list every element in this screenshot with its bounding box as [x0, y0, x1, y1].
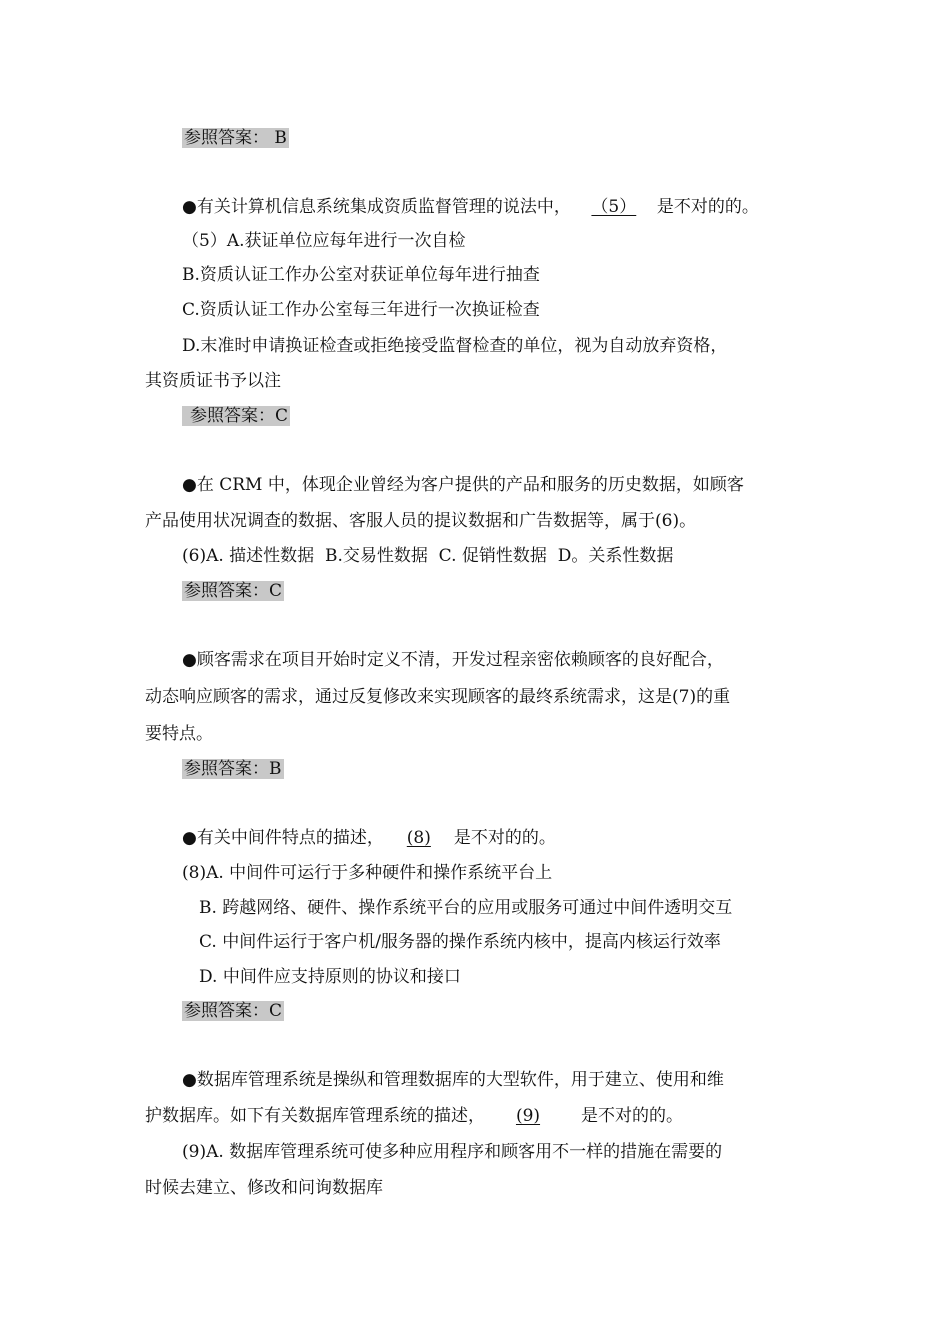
- question-6-options: (6)A. 描述性数据 B.交易性数据 C. 促销性数据 D。关系性数据: [182, 546, 674, 566]
- question-5-option-d-cont: 其资质证书予以注: [145, 371, 281, 391]
- question-5-option-b: B.资质认证工作办公室对获证单位每年进行抽查: [182, 265, 540, 285]
- question-8-option-b: B. 跨越网络、硬件、操作系统平台的应用或服务可通过中间件透明交互: [199, 898, 733, 918]
- question-6-stem-line1: ●在 CRM 中，体现企业曾经为客户提供的产品和服务的历史数据，如顾客: [182, 475, 744, 495]
- answer-q6: [182, 579, 284, 603]
- answer-blank: (9): [515, 1106, 541, 1126]
- question-5-option-c: C.资质认证工作办公室每三年进行一次换证检查: [182, 300, 540, 320]
- question-9-option-a-cont: 时候去建立、修改和问询数据库: [145, 1178, 383, 1198]
- question-8-option-a: (8)A. 中间件可运行于多种硬件和操作系统平台上: [182, 863, 553, 883]
- answer-q4: [182, 126, 289, 150]
- stem-text: 是不对的的。: [453, 828, 556, 848]
- question-9-stem-line1: ●数据库管理系统是操纵和管理数据库的大型软件，用于建立、使用和维: [182, 1070, 724, 1090]
- answer-label: 参照答案：C: [184, 581, 283, 601]
- question-9-stem-line2: [145, 1104, 683, 1128]
- question-5-option-d: D.末准时申请换证检查或拒绝接受监督检查的单位，视为自动放弃资格，: [182, 336, 728, 356]
- stem-text: ●有关中间件特点的描述，: [182, 828, 384, 848]
- question-7-stem-line3: 要特点。: [145, 724, 213, 744]
- question-7-stem-line1: ●顾客需求在项目开始时定义不清，开发过程亲密依赖顾客的良好配合，: [182, 650, 724, 670]
- question-7-stem-line2: 动态响应顾客的需求，通过反复修改来实现顾客的最终系统需求，这是(7)的重: [145, 687, 731, 707]
- question-8-option-d: D. 中间件应支持原则的协议和接口: [199, 967, 461, 987]
- answer-label: 参照答案：C: [184, 1001, 283, 1021]
- stem-text: 护数据库。如下有关数据库管理系统的描述，: [145, 1106, 485, 1126]
- question-6-stem-line2: 产品使用状况调查的数据、客服人员的提议数据和广告数据等，属于(6)。: [145, 511, 697, 531]
- stem-text: 是不对的的。: [581, 1106, 683, 1126]
- answer-q8: [182, 999, 284, 1023]
- question-8-stem: [182, 826, 556, 850]
- answer-label: 参照答案：C: [182, 406, 290, 426]
- stem-text: ●有关计算机信息系统集成资质监督管理的说法中，: [182, 197, 571, 217]
- question-5-option-a: （5）A.获证单位应每年进行一次自检: [182, 231, 466, 251]
- stem-text: 是不对的的。: [656, 197, 759, 217]
- question-8-option-c: C. 中间件运行于客户机/服务器的操作系统内核中，提高内核运行效率: [199, 932, 721, 952]
- answer-q7: [182, 757, 284, 781]
- answer-label: 参照答案：B: [184, 759, 282, 779]
- answer-blank: （5）: [591, 197, 637, 217]
- answer-blank: (8): [406, 828, 431, 848]
- question-9-option-a: (9)A. 数据库管理系统可使多种应用程序和顾客用不一样的措施在需要的: [182, 1142, 723, 1162]
- question-5-stem: [182, 195, 759, 219]
- answer-q5: [182, 404, 290, 428]
- answer-label: 参照答案： B: [184, 128, 287, 148]
